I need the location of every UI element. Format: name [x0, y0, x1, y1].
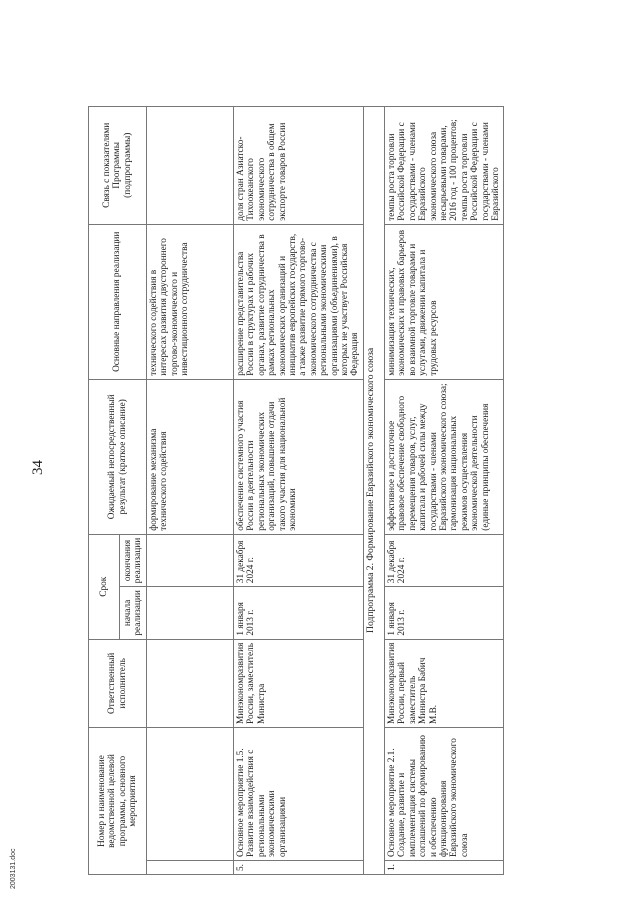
header-term-end: окончания реализации — [120, 534, 147, 586]
header-expected: Ожидаемый непосредственный результат (краткое описание) — [89, 379, 147, 534]
table-row — [147, 106, 234, 874]
row-responsible: Минэкономразвития России, первый заместитель Министра Бабич М.В. — [384, 639, 503, 727]
header-term: Срок — [89, 534, 120, 639]
table-row — [234, 106, 364, 874]
row-expected: обеспечение системного участия России в деятельности региональных экономических организаций, повышение отдачи такого участия для национальной экономики — [234, 379, 364, 534]
row-number: 1. — [384, 861, 503, 875]
header-num-name: Номер и наименование ведомственной целевой программы, основного мероприятия — [89, 728, 147, 875]
header-responsible: Ответственный исполнитель — [89, 639, 147, 727]
row-responsible: Минэкономразвития России, заместитель Министра — [234, 639, 364, 727]
row-begin: 1 января 2013 г. — [234, 587, 364, 639]
header-directions: Основные направления реализации — [89, 224, 147, 379]
program-table — [88, 106, 504, 875]
row-end: 31 декабря 2024 г. — [384, 534, 503, 586]
row-link: доля стран Азиатско-Тихоокеанского экономического сотрудничества в общем экспорте товаров России — [234, 106, 364, 224]
header-link: Связь с показателями Программы (подпрограммы) — [89, 106, 147, 224]
row-begin: 1 января 2013 г. — [384, 587, 503, 639]
row-end: 31 декабря 2024 г. — [234, 534, 364, 586]
row-directions: минимизация технических, экономических и правовых барьеров во взаимной торговле товарами и услугами, движении капитала и трудовых ресурсов — [384, 224, 503, 379]
subprogram-row — [363, 106, 384, 874]
row-name: Основное мероприятие 2.1. Создание, развитие и имплементация системы соглашений по формированию и обеспечению функционирования Евразийского экономического союза — [384, 728, 503, 861]
continuation-directions: технического содействия в интересах развития двустороннего торгово-экономического и инвестиционного сотрудничества — [147, 224, 234, 379]
row-number: 5. — [234, 861, 364, 875]
subprogram-title: Подпрограмма 2. Формирование Евразийского экономического союза — [363, 106, 384, 874]
row-expected: эффективное и достаточное правовое обеспечение свободного перемещения товаров, услуг, капитала и рабочей силы между государствами - членами Евразийского экономического союза; гармонизация национальных режимов осуществления экономической деятельности (единые принципы обеспечения — [384, 379, 503, 534]
page-number: 34 — [30, 460, 46, 475]
table-row — [384, 106, 503, 874]
row-directions: расширение представительства России в структурах и рабочих органах, развитие сотрудничества в рамках региональных экономических организаций и инициатив европейских государств, а также развитие прямого торгово-экономического сотрудничества с региональными экономическими организациями (объединениями), в которых не участвует Российская Федерация — [234, 224, 364, 379]
row-link: темпы роста торговли Российской Федерации с государствами - членами Евразийского экономического союза несырьевыми товарами, 2016 год - 100 процентов; темпы роста торговли Российской Федерации с государствами - членами Евразийского — [384, 106, 503, 224]
continuation-expected: формирование механизма технического содействия — [147, 379, 234, 534]
header-term-begin: начала реализации — [120, 587, 147, 639]
document-id: 2003131.doc — [10, 848, 17, 889]
row-name: Основное мероприятие 1.5. Развитие взаимодействия с региональными экономическими организациями — [234, 728, 364, 861]
